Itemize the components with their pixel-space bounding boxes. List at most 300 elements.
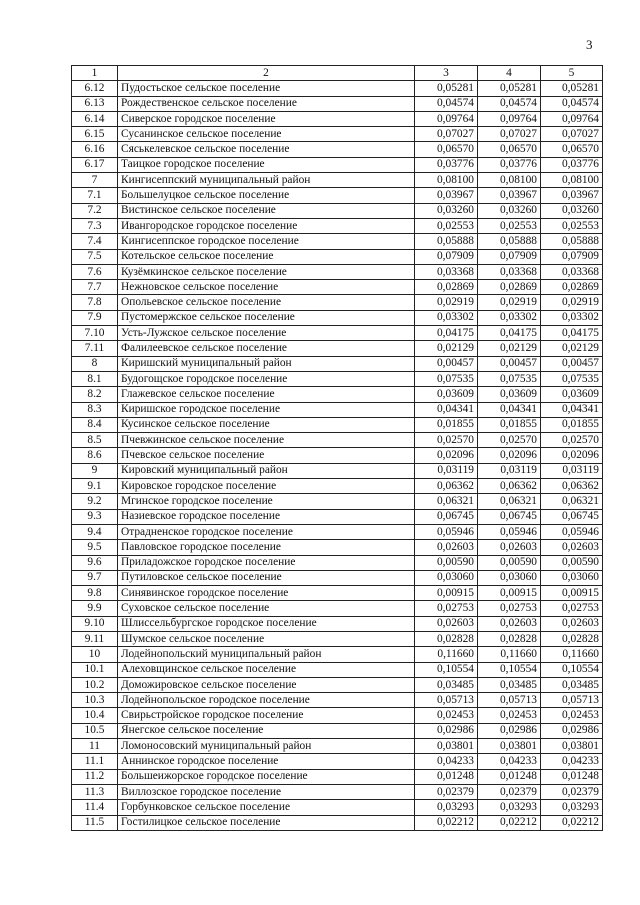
value-cell-col5: 0,05888 [541, 234, 603, 249]
value-cell-col3: 0,07027 [415, 127, 478, 142]
value-cell-col3: 0,00590 [415, 555, 478, 570]
row-number-cell: 7.6 [72, 264, 118, 279]
value-cell-col5: 0,03302 [541, 310, 603, 325]
value-cell-col4: 0,06321 [478, 494, 541, 509]
settlement-name-cell: Горбунковское сельское поселение [118, 800, 415, 815]
value-cell-col4: 0,03293 [478, 800, 541, 815]
table-row [72, 127, 603, 142]
value-cell-col4: 0,04175 [478, 326, 541, 341]
table-row [72, 249, 603, 264]
row-number-cell: 7.11 [72, 341, 118, 356]
value-cell-col5: 0,03801 [541, 739, 603, 754]
table-row [72, 173, 603, 188]
settlement-name-cell: Большеижорское городское поселение [118, 769, 415, 784]
value-cell-col5: 0,04233 [541, 754, 603, 769]
value-cell-col4: 0,02453 [478, 708, 541, 723]
row-number-cell: 9.2 [72, 494, 118, 509]
value-cell-col5: 0,03260 [541, 203, 603, 218]
table-row [72, 81, 603, 96]
table-row [72, 586, 603, 601]
value-cell-col3: 0,09764 [415, 111, 478, 126]
row-number-cell: 9.1 [72, 479, 118, 494]
row-number-cell: 8.6 [72, 448, 118, 463]
table-row [72, 524, 603, 539]
row-number-cell: 9.4 [72, 524, 118, 539]
row-number-cell: 7.10 [72, 326, 118, 341]
value-cell-col4: 0,00457 [478, 356, 541, 371]
value-cell-col4: 0,05713 [478, 693, 541, 708]
table-row [72, 203, 603, 218]
table-row [72, 509, 603, 524]
row-number-cell: 7.7 [72, 280, 118, 295]
value-cell-col3: 0,03967 [415, 188, 478, 203]
value-cell-col5: 0,03609 [541, 387, 603, 402]
settlement-name-cell: Назиевское городское поселение [118, 509, 415, 524]
value-cell-col5: 0,02603 [541, 540, 603, 555]
value-cell-col3: 0,06570 [415, 142, 478, 157]
settlement-name-cell: Ломоносовский муниципальный район [118, 739, 415, 754]
table-row [72, 570, 603, 585]
settlement-name-cell: Павловское городское поселение [118, 540, 415, 555]
value-cell-col5: 0,05713 [541, 693, 603, 708]
value-cell-col4: 0,10554 [478, 662, 541, 677]
settlement-name-cell: Глажевское сельское поселение [118, 387, 415, 402]
settlement-name-cell: Свирьстройское городское поселение [118, 708, 415, 723]
settlement-name-cell: Пустомержское сельское поселение [118, 310, 415, 325]
settlement-name-cell: Пудостьское сельское поселение [118, 81, 415, 96]
row-number-cell: 8.3 [72, 402, 118, 417]
settlement-name-cell: Гостилицкое сельское поселение [118, 815, 415, 830]
value-cell-col3: 0,02212 [415, 815, 478, 830]
row-number-cell: 6.13 [72, 96, 118, 111]
table-row [72, 647, 603, 662]
table-row [72, 157, 603, 172]
row-number-cell: 10.5 [72, 723, 118, 738]
value-cell-col5: 0,04341 [541, 402, 603, 417]
row-number-cell: 9.3 [72, 509, 118, 524]
value-cell-col3: 0,03368 [415, 264, 478, 279]
row-number-cell: 11.5 [72, 815, 118, 830]
value-cell-col3: 0,08100 [415, 173, 478, 188]
settlement-name-cell: Нежновское сельское поселение [118, 280, 415, 295]
value-cell-col5: 0,02096 [541, 448, 603, 463]
settlement-name-cell: Мгинское городское поселение [118, 494, 415, 509]
table-row [72, 708, 603, 723]
value-cell-col4: 0,04574 [478, 96, 541, 111]
table-row [72, 295, 603, 310]
value-cell-col3: 0,03302 [415, 310, 478, 325]
value-cell-col5: 0,00590 [541, 555, 603, 570]
settlement-name-cell: Путиловское сельское поселение [118, 570, 415, 585]
table-row [72, 494, 603, 509]
value-cell-col3: 0,04175 [415, 326, 478, 341]
table-row [72, 555, 603, 570]
value-cell-col4: 0,01248 [478, 769, 541, 784]
row-number-cell: 11.3 [72, 784, 118, 799]
settlement-name-cell: Котельское сельское поселение [118, 249, 415, 264]
value-cell-col5: 0,03776 [541, 157, 603, 172]
table-row [72, 616, 603, 631]
row-number-cell: 9.11 [72, 631, 118, 646]
value-cell-col3: 0,03776 [415, 157, 478, 172]
settlement-name-cell: Кировское городское поселение [118, 479, 415, 494]
value-cell-col5: 0,00457 [541, 356, 603, 371]
value-cell-col3: 0,05946 [415, 524, 478, 539]
value-cell-col4: 0,07027 [478, 127, 541, 142]
value-cell-col5: 0,07909 [541, 249, 603, 264]
value-cell-col4: 0,06570 [478, 142, 541, 157]
value-cell-col3: 0,02828 [415, 631, 478, 646]
table-row [72, 264, 603, 279]
value-cell-col4: 0,02828 [478, 631, 541, 646]
table-row [72, 310, 603, 325]
value-cell-col5: 0,00915 [541, 586, 603, 601]
table-row [72, 433, 603, 448]
value-cell-col5: 0,02753 [541, 601, 603, 616]
value-cell-col3: 0,05281 [415, 81, 478, 96]
row-number-cell: 9.9 [72, 601, 118, 616]
settlement-name-cell: Лодейнопольский муниципальный район [118, 647, 415, 662]
row-number-cell: 7.1 [72, 188, 118, 203]
value-cell-col5: 0,06321 [541, 494, 603, 509]
value-cell-col3: 0,01248 [415, 769, 478, 784]
table-row [72, 341, 603, 356]
settlement-name-cell: Пчевское сельское поселение [118, 448, 415, 463]
value-cell-col5: 0,06745 [541, 509, 603, 524]
settlement-name-cell: Будогощское городское поселение [118, 371, 415, 386]
value-cell-col4: 0,03485 [478, 677, 541, 692]
table-row [72, 631, 603, 646]
value-cell-col5: 0,02603 [541, 616, 603, 631]
row-number-cell: 6.15 [72, 127, 118, 142]
row-number-cell: 8.2 [72, 387, 118, 402]
value-cell-col4: 0,03776 [478, 157, 541, 172]
value-cell-col3: 0,04233 [415, 754, 478, 769]
value-cell-col5: 0,03485 [541, 677, 603, 692]
value-cell-col5: 0,03967 [541, 188, 603, 203]
value-cell-col4: 0,04233 [478, 754, 541, 769]
value-cell-col3: 0,07535 [415, 371, 478, 386]
table-body [72, 66, 603, 831]
table-row [72, 387, 603, 402]
value-cell-col5: 0,03293 [541, 800, 603, 815]
table-row [72, 601, 603, 616]
table-row [72, 677, 603, 692]
column-header-4: 4 [478, 66, 541, 81]
table-row [72, 234, 603, 249]
value-cell-col3: 0,07909 [415, 249, 478, 264]
value-cell-col3: 0,02129 [415, 341, 478, 356]
column-header-1: 1 [72, 66, 118, 81]
value-cell-col4: 0,03609 [478, 387, 541, 402]
settlement-name-cell: Кингисеппский муниципальный район [118, 173, 415, 188]
value-cell-col3: 0,05713 [415, 693, 478, 708]
row-number-cell: 11.2 [72, 769, 118, 784]
value-cell-col4: 0,00590 [478, 555, 541, 570]
value-cell-col5: 0,07535 [541, 371, 603, 386]
table-row [72, 188, 603, 203]
value-cell-col4: 0,00915 [478, 586, 541, 601]
value-cell-col5: 0,04175 [541, 326, 603, 341]
value-cell-col3: 0,00915 [415, 586, 478, 601]
table-row [72, 769, 603, 784]
value-cell-col5: 0,02453 [541, 708, 603, 723]
column-header-2: 2 [118, 66, 415, 81]
row-number-cell: 7.9 [72, 310, 118, 325]
value-cell-col5: 0,03119 [541, 463, 603, 478]
value-cell-col3: 0,02919 [415, 295, 478, 310]
value-cell-col5: 0,02129 [541, 341, 603, 356]
value-cell-col4: 0,07909 [478, 249, 541, 264]
value-cell-col5: 0,09764 [541, 111, 603, 126]
settlement-name-cell: Лодейнопольское городское поселение [118, 693, 415, 708]
value-cell-col4: 0,02919 [478, 295, 541, 310]
settlement-name-cell: Большелуцкое сельское поселение [118, 188, 415, 203]
value-cell-col3: 0,00457 [415, 356, 478, 371]
settlement-name-cell: Пчевжинское сельское поселение [118, 433, 415, 448]
value-cell-col4: 0,03302 [478, 310, 541, 325]
value-cell-col5: 0,02919 [541, 295, 603, 310]
settlement-name-cell: Киришское городское поселение [118, 402, 415, 417]
value-cell-col5: 0,01855 [541, 417, 603, 432]
value-cell-col5: 0,08100 [541, 173, 603, 188]
settlement-name-cell: Сяськелевское сельское поселение [118, 142, 415, 157]
row-number-cell: 7 [72, 173, 118, 188]
value-cell-col5: 0,02553 [541, 218, 603, 233]
value-cell-col4: 0,05281 [478, 81, 541, 96]
settlement-name-cell: Синявинское городское поселение [118, 586, 415, 601]
value-cell-col4: 0,09764 [478, 111, 541, 126]
column-header-5: 5 [541, 66, 603, 81]
value-cell-col3: 0,03060 [415, 570, 478, 585]
settlement-name-cell: Кингисеппское городское поселение [118, 234, 415, 249]
table-row [72, 784, 603, 799]
row-number-cell: 6.17 [72, 157, 118, 172]
value-cell-col5: 0,04574 [541, 96, 603, 111]
settlement-name-cell: Сиверское городское поселение [118, 111, 415, 126]
value-cell-col3: 0,03609 [415, 387, 478, 402]
value-cell-col3: 0,06321 [415, 494, 478, 509]
table-row [72, 371, 603, 386]
value-cell-col4: 0,05888 [478, 234, 541, 249]
table-row [72, 280, 603, 295]
table-row [72, 815, 603, 830]
row-number-cell: 10 [72, 647, 118, 662]
row-number-cell: 9 [72, 463, 118, 478]
settlement-name-cell: Киришский муниципальный район [118, 356, 415, 371]
value-cell-col4: 0,02869 [478, 280, 541, 295]
settlement-name-cell: Кузёмкинское сельское поселение [118, 264, 415, 279]
value-cell-col4: 0,02753 [478, 601, 541, 616]
value-cell-col4: 0,02603 [478, 540, 541, 555]
row-number-cell: 7.4 [72, 234, 118, 249]
settlement-name-cell: Янегское сельское поселение [118, 723, 415, 738]
value-cell-col4: 0,02096 [478, 448, 541, 463]
value-cell-col3: 0,02570 [415, 433, 478, 448]
table-row [72, 754, 603, 769]
row-number-cell: 11 [72, 739, 118, 754]
settlement-name-cell: Доможировское сельское поселение [118, 677, 415, 692]
table-header-row [72, 66, 603, 81]
settlement-name-cell: Суховское сельское поселение [118, 601, 415, 616]
value-cell-col4: 0,02379 [478, 784, 541, 799]
settlement-name-cell: Кусинское сельское поселение [118, 417, 415, 432]
value-cell-col3: 0,02553 [415, 218, 478, 233]
row-number-cell: 7.5 [72, 249, 118, 264]
settlement-name-cell: Аннинское городское поселение [118, 754, 415, 769]
value-cell-col3: 0,03801 [415, 739, 478, 754]
settlement-name-cell: Таицкое городское поселение [118, 157, 415, 172]
table-row [72, 723, 603, 738]
row-number-cell: 11.1 [72, 754, 118, 769]
value-cell-col3: 0,02869 [415, 280, 478, 295]
row-number-cell: 6.16 [72, 142, 118, 157]
value-cell-col3: 0,03485 [415, 677, 478, 692]
table-row [72, 142, 603, 157]
value-cell-col5: 0,10554 [541, 662, 603, 677]
table-row [72, 402, 603, 417]
page-number: 3 [586, 37, 593, 52]
settlement-name-cell: Сусанинское сельское поселение [118, 127, 415, 142]
value-cell-col5: 0,02828 [541, 631, 603, 646]
table-row [72, 96, 603, 111]
value-cell-col5: 0,05281 [541, 81, 603, 96]
table-row [72, 540, 603, 555]
value-cell-col3: 0,06745 [415, 509, 478, 524]
value-cell-col5: 0,02212 [541, 815, 603, 830]
value-cell-col4: 0,11660 [478, 647, 541, 662]
value-cell-col4: 0,06745 [478, 509, 541, 524]
value-cell-col5: 0,02379 [541, 784, 603, 799]
value-cell-col5: 0,07027 [541, 127, 603, 142]
table-row [72, 479, 603, 494]
table-row [72, 111, 603, 126]
value-cell-col5: 0,06570 [541, 142, 603, 157]
row-number-cell: 7.8 [72, 295, 118, 310]
value-cell-col5: 0,11660 [541, 647, 603, 662]
value-cell-col3: 0,02986 [415, 723, 478, 738]
settlement-name-cell: Отрадненское городское поселение [118, 524, 415, 539]
table-row [72, 326, 603, 341]
value-cell-col5: 0,02869 [541, 280, 603, 295]
table-row [72, 463, 603, 478]
settlement-name-cell: Ивангородское городское поселение [118, 218, 415, 233]
value-cell-col4: 0,01855 [478, 417, 541, 432]
value-cell-col4: 0,03801 [478, 739, 541, 754]
value-cell-col3: 0,11660 [415, 647, 478, 662]
value-cell-col4: 0,03119 [478, 463, 541, 478]
row-number-cell: 9.5 [72, 540, 118, 555]
value-cell-col5: 0,06362 [541, 479, 603, 494]
value-cell-col4: 0,02553 [478, 218, 541, 233]
value-cell-col5: 0,03060 [541, 570, 603, 585]
table-row [72, 417, 603, 432]
value-cell-col4: 0,03368 [478, 264, 541, 279]
settlement-name-cell: Рождественское сельское поселение [118, 96, 415, 111]
value-cell-col4: 0,08100 [478, 173, 541, 188]
value-cell-col3: 0,01855 [415, 417, 478, 432]
value-cell-col3: 0,10554 [415, 662, 478, 677]
value-cell-col3: 0,02096 [415, 448, 478, 463]
value-cell-col3: 0,04341 [415, 402, 478, 417]
value-cell-col3: 0,02753 [415, 601, 478, 616]
table-row [72, 693, 603, 708]
value-cell-col5: 0,05946 [541, 524, 603, 539]
row-number-cell: 8.4 [72, 417, 118, 432]
value-cell-col4: 0,03967 [478, 188, 541, 203]
settlement-name-cell: Приладожское городское поселение [118, 555, 415, 570]
value-cell-col4: 0,02570 [478, 433, 541, 448]
value-cell-col4: 0,04341 [478, 402, 541, 417]
value-cell-col3: 0,03119 [415, 463, 478, 478]
row-number-cell: 8.1 [72, 371, 118, 386]
value-cell-col5: 0,02570 [541, 433, 603, 448]
settlement-name-cell: Опольевское сельское поселение [118, 295, 415, 310]
table-row [72, 218, 603, 233]
value-cell-col4: 0,07535 [478, 371, 541, 386]
value-cell-col4: 0,03060 [478, 570, 541, 585]
row-number-cell: 7.2 [72, 203, 118, 218]
row-number-cell: 9.7 [72, 570, 118, 585]
value-cell-col5: 0,01248 [541, 769, 603, 784]
table-row [72, 800, 603, 815]
value-cell-col4: 0,02129 [478, 341, 541, 356]
row-number-cell: 8.5 [72, 433, 118, 448]
settlement-name-cell: Вистинское сельское поселение [118, 203, 415, 218]
row-number-cell: 11.4 [72, 800, 118, 815]
value-cell-col3: 0,02453 [415, 708, 478, 723]
row-number-cell: 7.3 [72, 218, 118, 233]
table-row [72, 448, 603, 463]
value-cell-col4: 0,02603 [478, 616, 541, 631]
settlement-name-cell: Фалилеевское сельское поселение [118, 341, 415, 356]
settlement-name-cell: Виллозское городское поселение [118, 784, 415, 799]
row-number-cell: 10.3 [72, 693, 118, 708]
row-number-cell: 9.8 [72, 586, 118, 601]
column-header-3: 3 [415, 66, 478, 81]
value-cell-col4: 0,02986 [478, 723, 541, 738]
value-cell-col3: 0,03293 [415, 800, 478, 815]
table-row [72, 739, 603, 754]
value-cell-col3: 0,06362 [415, 479, 478, 494]
value-cell-col3: 0,02603 [415, 540, 478, 555]
value-cell-col3: 0,05888 [415, 234, 478, 249]
table-row [72, 662, 603, 677]
row-number-cell: 8 [72, 356, 118, 371]
value-cell-col3: 0,04574 [415, 96, 478, 111]
value-cell-col4: 0,05946 [478, 524, 541, 539]
settlement-name-cell: Алеховщинское сельское поселение [118, 662, 415, 677]
row-number-cell: 9.6 [72, 555, 118, 570]
data-table [71, 65, 603, 831]
table-row [72, 356, 603, 371]
settlement-name-cell: Кировский муниципальный район [118, 463, 415, 478]
value-cell-col3: 0,03260 [415, 203, 478, 218]
settlement-name-cell: Шумское сельское поселение [118, 631, 415, 646]
row-number-cell: 10.1 [72, 662, 118, 677]
value-cell-col3: 0,02379 [415, 784, 478, 799]
row-number-cell: 6.12 [72, 81, 118, 96]
row-number-cell: 9.10 [72, 616, 118, 631]
value-cell-col4: 0,03260 [478, 203, 541, 218]
row-number-cell: 10.2 [72, 677, 118, 692]
value-cell-col5: 0,02986 [541, 723, 603, 738]
row-number-cell: 6.14 [72, 111, 118, 126]
value-cell-col5: 0,03368 [541, 264, 603, 279]
row-number-cell: 10.4 [72, 708, 118, 723]
settlement-name-cell: Шлиссельбургское городское поселение [118, 616, 415, 631]
settlement-name-cell: Усть-Лужское сельское поселение [118, 326, 415, 341]
